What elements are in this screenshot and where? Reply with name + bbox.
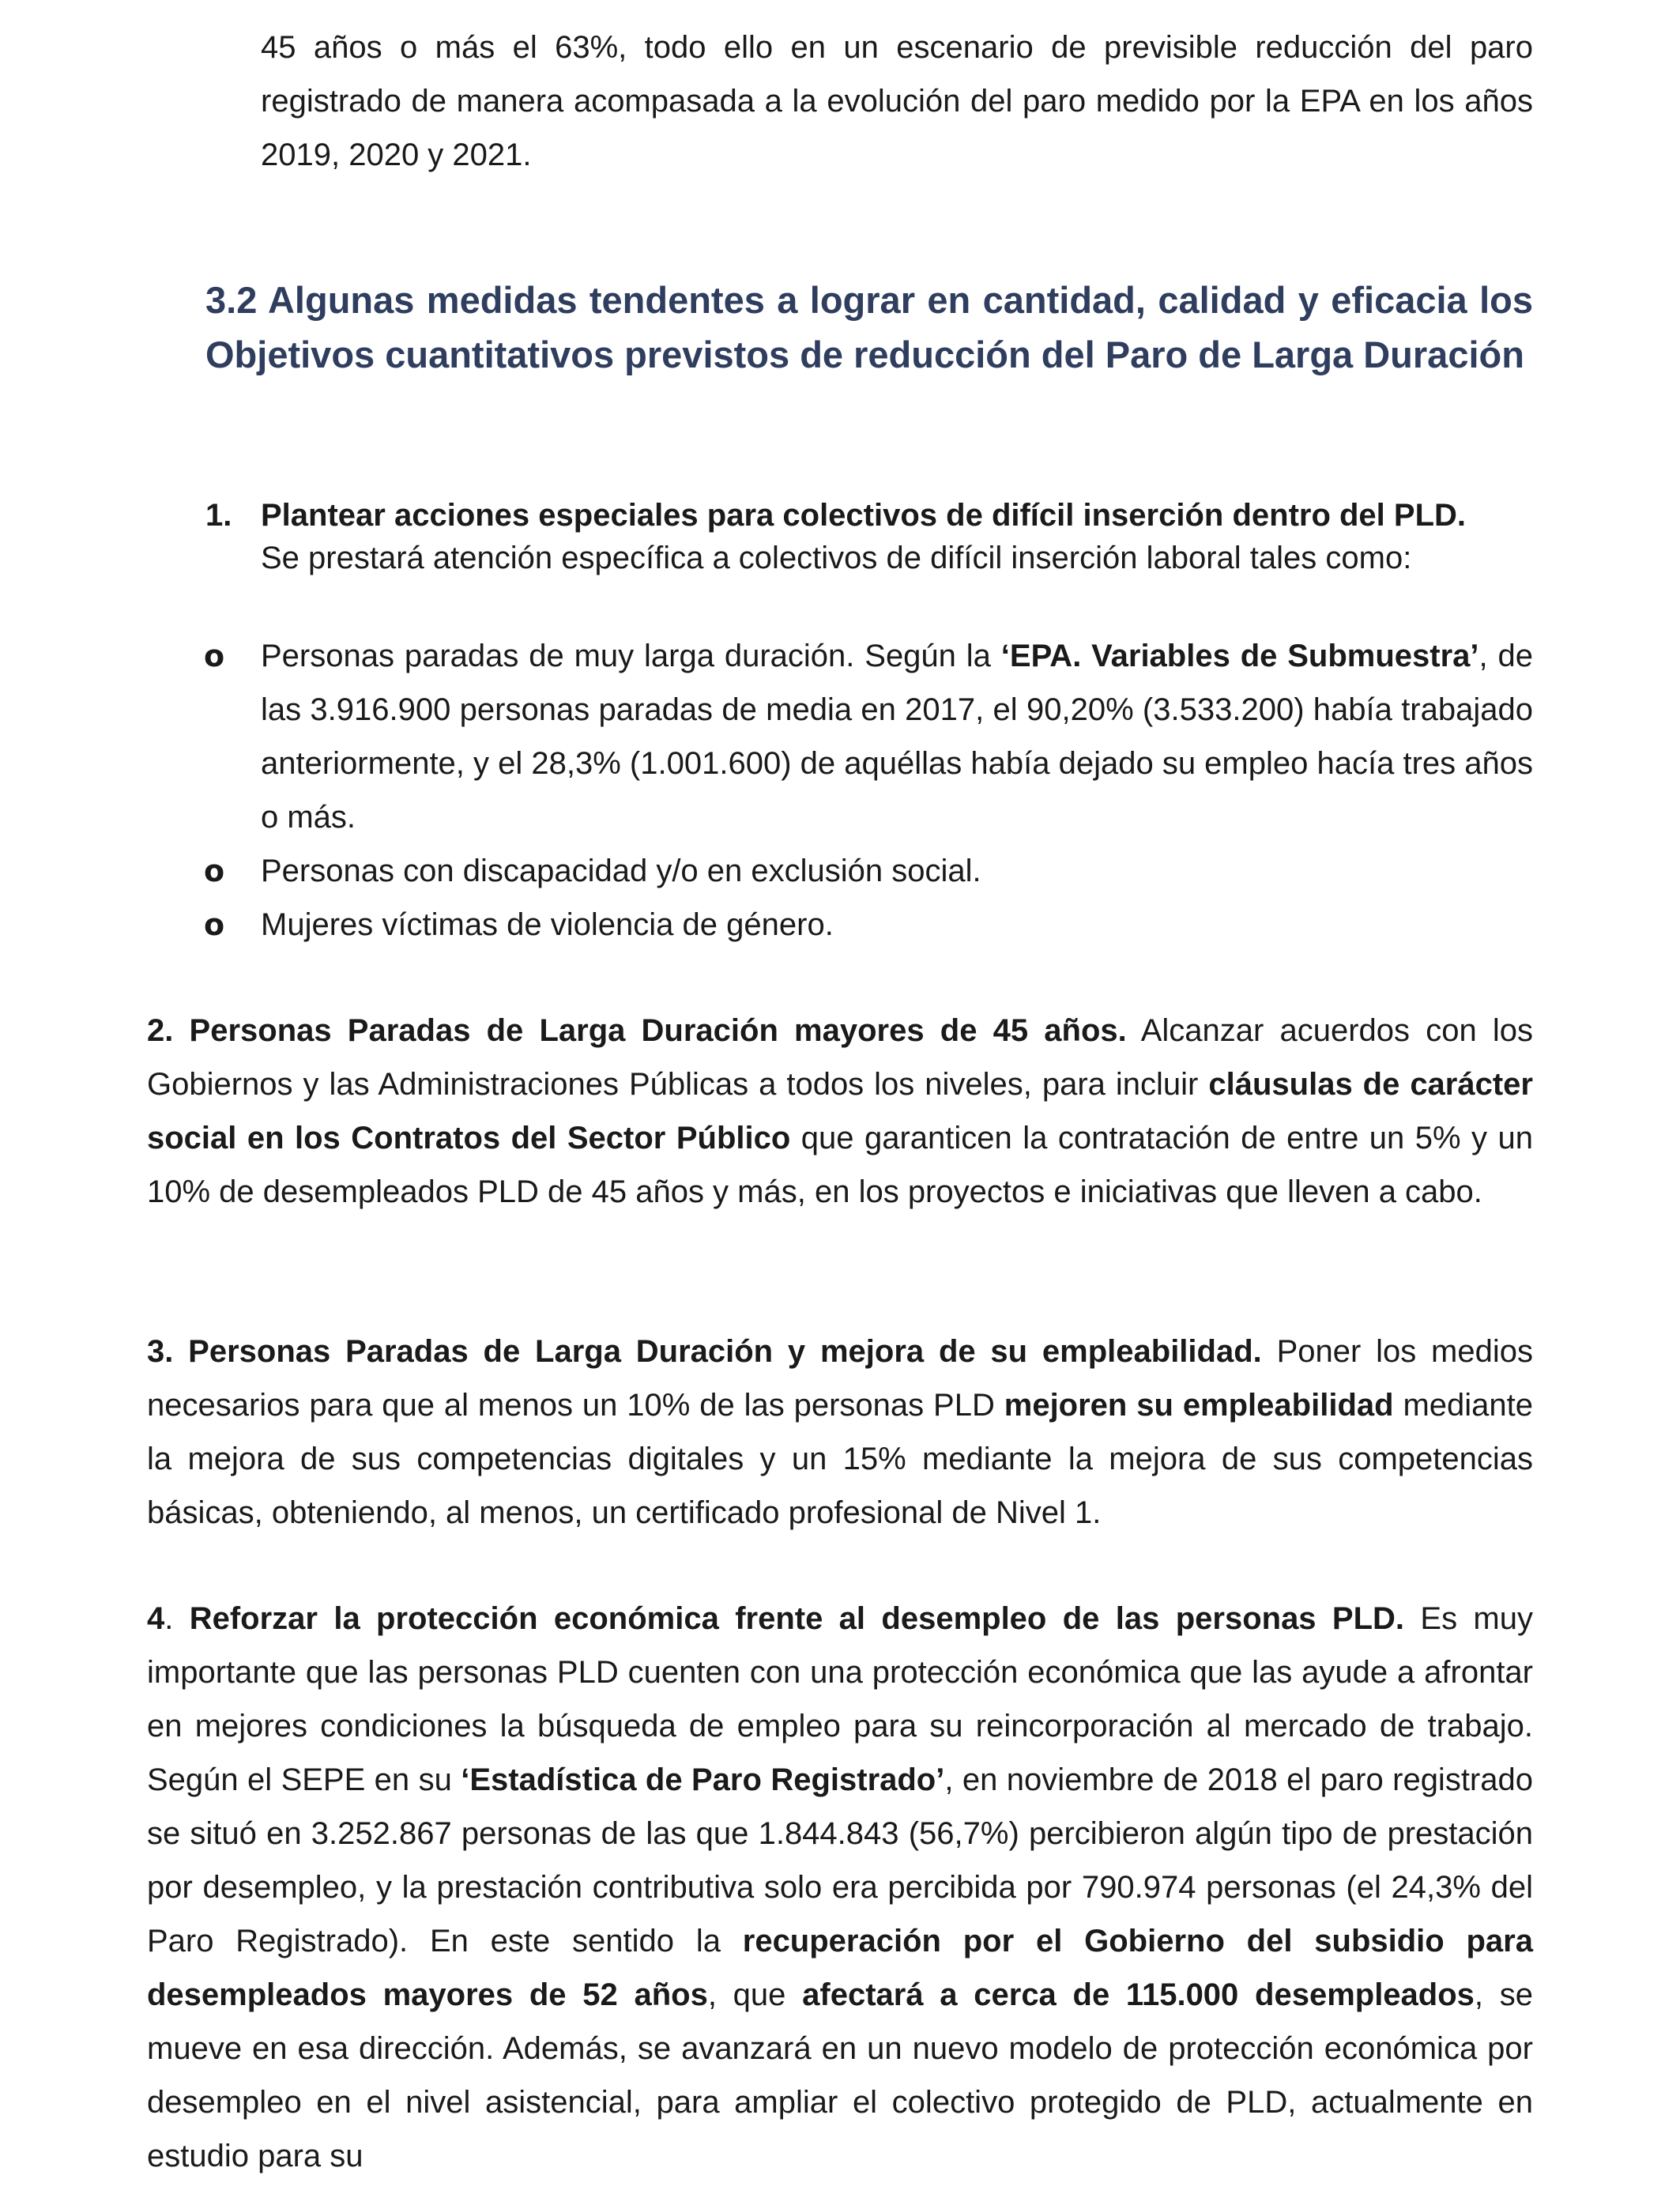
item-3-text-a: Poner los medios necesarios para que al menos un 10% de las personas PLD (147, 1334, 1533, 1423)
intro-text: 45 años o más el 63%, todo ello en un escenario de previsible reducción del paro registrado de manera acompasada a la evolución del paro medido por la EPA en los años 2019, 2020 y 2021. (261, 30, 1533, 172)
bullet-3-text: Mujeres víctimas de violencia de género. (261, 907, 834, 942)
section-heading-text: 3.2 Algunas medidas tendentes a lograr en cantidad, calidad y eficacia los Objetivos cuantitativos previstos de reducción del Paro de Larga Duración (205, 279, 1533, 375)
bullet-marker: o (204, 639, 225, 673)
item-3-text-b: mediante la mejora de sus competencias digitales y un 15% mediante la mejora de sus competencias básicas, obteniendo, al menos, un certificado profesional de Nivel 1. (147, 1388, 1534, 1530)
section-heading (205, 273, 1533, 382)
item-3-title: 3. Personas Paradas de Larga Duración y mejora de su empleabilidad. (147, 1334, 1262, 1369)
item-4-text-a: Es muy importante que las personas PLD cuenten con una protección económica que las ayude a afrontar en mejores condiciones la búsqueda de empleo para su reincorporación al mercado de trabajo. Según el SEPE en su (147, 1601, 1533, 1797)
bullet-list (204, 629, 1533, 952)
bullet-2-text: Personas con discapacidad y/o en exclusión social. (261, 854, 981, 888)
item-2-bold: cláusulas de carácter social en los Contratos del Sector Público (147, 1067, 1533, 1155)
item-4-text-d: , se mueve en esa dirección. Además, se avanzará en un nuevo modelo de protección económica por desempleo en el nivel asistencial, para ampliar el colectivo protegido de PLD, actualmente en estudio para su (147, 1977, 1533, 2173)
item-3-bold: mejoren su empleabilidad (1004, 1388, 1394, 1423)
list-item (204, 898, 1533, 952)
bullet-marker: o (204, 854, 225, 888)
item-4-text-b: , en noviembre de 2018 el paro registrado se situó en 3.252.867 personas de las que 1.844.843 (56,7%) percibieron algún tipo de prestación por desempleo, y la prestación contributiva solo era percibida por 790.974 personas (el 24,3% del Paro Registrado). En este sentido la (147, 1762, 1533, 1958)
item-4-dot: . (164, 1601, 190, 1636)
item-1-subtitle (261, 531, 1533, 585)
bullet-1-text-a: Personas paradas de muy larga duración. Según la (261, 639, 1001, 673)
list-item (204, 844, 1533, 898)
list-item (204, 629, 1533, 844)
item-1-title-text: Plantear acciones especiales para colectivos de difícil inserción dentro del PLD. (261, 498, 1467, 533)
item-2-title: 2. Personas Paradas de Larga Duración mayores de 45 años. (147, 1013, 1127, 1048)
item-4-number: 4 (147, 1601, 165, 1636)
item-4-bold-1: ‘Estadística de Paro Registrado’ (461, 1762, 945, 1797)
item-4-title: Reforzar la protección económica frente al desempleo de las personas PLD. (189, 1601, 1405, 1636)
item-4-text-c: , que (707, 1977, 803, 2012)
intro-paragraph (261, 21, 1533, 182)
item-4-bold-3: afectará a cerca de 115.000 desempleados (802, 1977, 1475, 2012)
item-1-subtitle-text: Se prestará atención específica a colectivos de difícil inserción laboral tales como: (261, 541, 1412, 575)
bullet-1-bold: ‘EPA. Variables de Submuestra’ (1000, 639, 1479, 673)
item-3-paragraph (147, 1325, 1533, 1540)
bullet-marker: o (204, 907, 225, 942)
item-2-text-b: que garanticen la contratación de entre un 5% y un 10% de desempleados PLD de 45 años y más, en los proyectos e iniciativas que lleven a cabo. (147, 1121, 1533, 1209)
item-4-paragraph (147, 1592, 1533, 2183)
item-1-number: 1. (205, 498, 232, 533)
bullet-1-text-b: , de las 3.916.900 personas paradas de media en 2017, el 90,20% (3.533.200) había trabajado anteriormente, y el 28,3% (1.001.600) de aquéllas había dejado su empleo hacía tres años o más. (261, 639, 1534, 835)
item-4-bold-2: recuperación por el Gobierno del subsidio para desempleados mayores de 52 años (147, 1924, 1533, 2012)
item-2-paragraph (147, 1004, 1533, 1219)
item-2-text-a: Alcanzar acuerdos con los Gobiernos y las Administraciones Públicas a todos los niveles, para incluir (147, 1013, 1533, 1102)
